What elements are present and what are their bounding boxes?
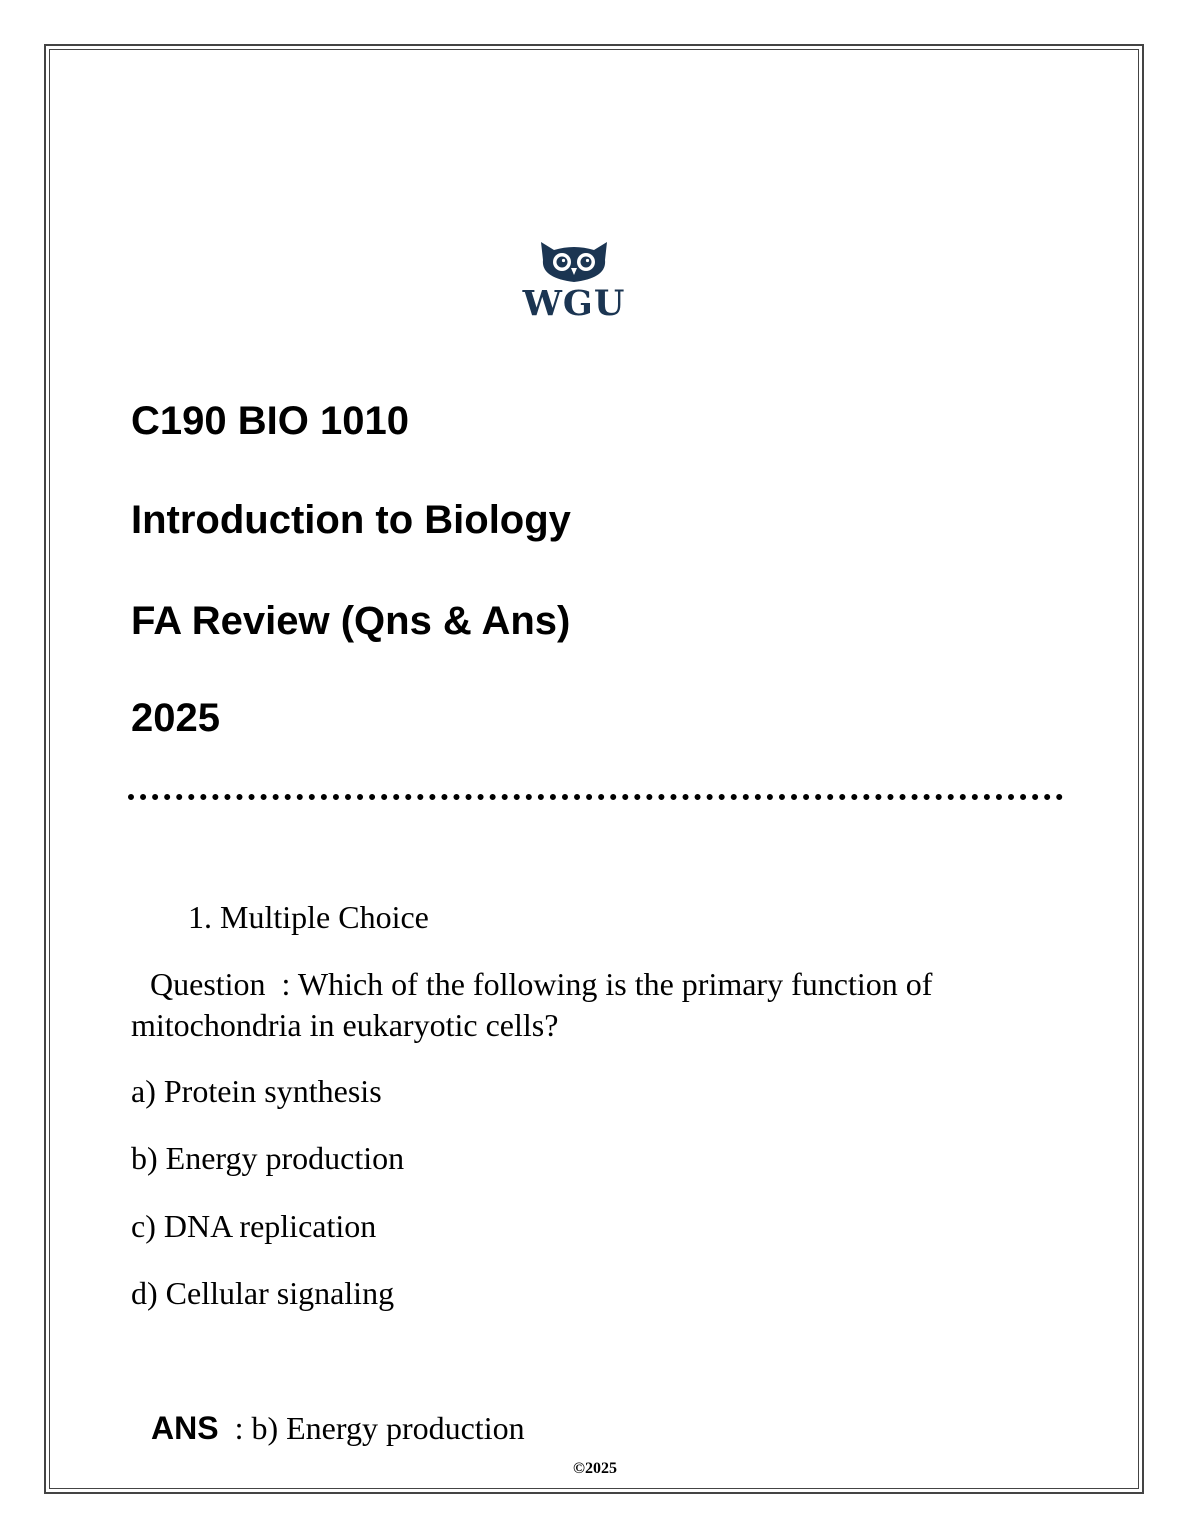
question-text-line-1: Question : Which of the following is the primary function of — [150, 966, 933, 1002]
answer-row — [151, 1406, 525, 1457]
copyright-footer: ©2025 — [573, 1460, 617, 1477]
option-b: b) Energy production — [131, 1140, 405, 1176]
subject-heading: Introduction to Biology — [131, 498, 571, 542]
year-heading: 2025 — [131, 696, 220, 740]
option-a: a) Protein synthesis — [131, 1073, 382, 1109]
course-code-heading: C190 BIO 1010 — [131, 399, 409, 443]
dotted-divider — [128, 794, 1063, 800]
wgu-logo — [521, 238, 627, 330]
answer-label: ANS — [151, 1410, 219, 1446]
option-d: d) Cellular signaling — [131, 1275, 395, 1311]
logo-wordmark: WGU — [522, 283, 626, 324]
owl-icon — [521, 238, 627, 284]
question-type: 1. Multiple Choice — [188, 899, 429, 935]
document-type-heading: FA Review (Qns & Ans) — [131, 599, 571, 643]
question-text-line-2: mitochondria in eukaryotic cells? — [131, 1007, 559, 1043]
option-c: c) DNA replication — [131, 1208, 377, 1244]
answer-text: : b) Energy production — [234, 1410, 525, 1446]
